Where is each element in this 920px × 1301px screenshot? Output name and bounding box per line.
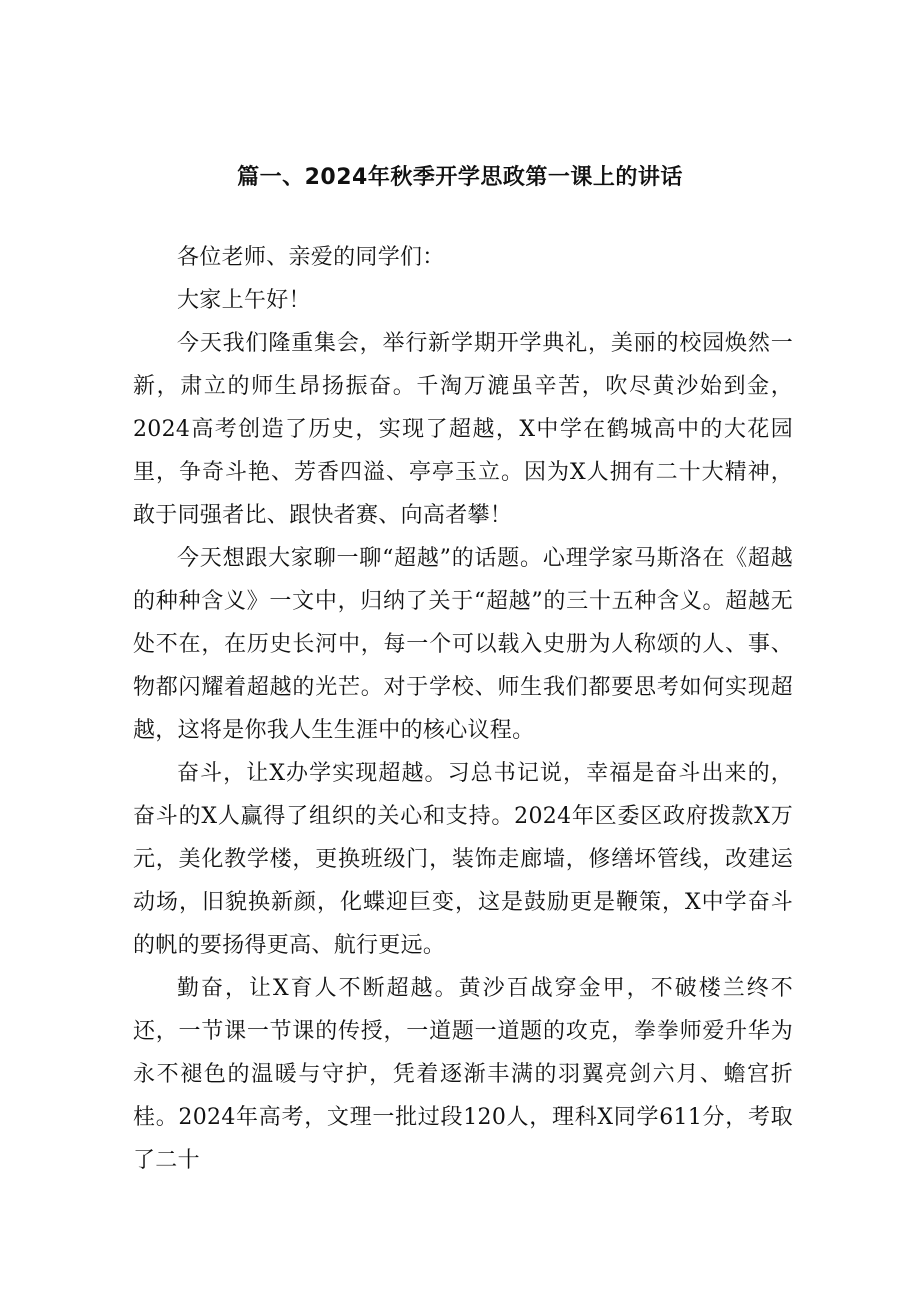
document-body <box>133 236 793 1182</box>
salutation: 各位老师、亲爱的同学们： <box>177 245 445 270</box>
paragraph-struggle: 奋斗，让X办学实现超越。习总书记说，幸福是奋斗出来的，奋斗的X人赢得了组织的关心和支持。2024年区委区政府拨款X万元，美化教学楼，更换班级门，装饰走廊墙，修缮坏管线，改建运动场，旧貌换新颜，化蝶迎巨变，这是鼓励更是鞭策，X中学奋斗的帆的要扬得更高、航行更远。 <box>133 761 793 958</box>
paragraph-opening: 今天我们隆重集会，举行新学期开学典礼，美丽的校园焕然一新，肃立的师生昂扬振奋。千淘万漉虽辛苦，吹尽黄沙始到金，2024高考创造了历史，实现了超越，X中学在鹤城高中的大花园里，争奇斗艳、芳香四溢、亭亭玉立。因为X人拥有二十大精神，敢于同强者比、跟快者赛、向高者攀！ <box>133 331 793 528</box>
paragraph-diligence: 勤奋，让X育人不断超越。黄沙百战穿金甲，不破楼兰终不还，一节课一节课的传授，一道题一道题的攻克，拳拳师爱升华为永不褪色的温暖与守护，凭着逐渐丰满的羽翼亮剑六月、蟾宫折桂。2024年高考，文理一批过段120人，理科X同学611分，考取了二十 <box>133 976 793 1173</box>
document-title: 篇一、2024年秋季开学思政第一课上的讲话 <box>237 165 683 190</box>
greeting: 大家上午好！ <box>177 288 311 313</box>
paragraph-transcendence: 今天想跟大家聊一聊“超越”的话题。心理学家马斯洛在《超越的种种含义》一文中，归纳了关于“超越”的三十五种含义。超越无处不在，在历史长河中，每一个可以载入史册为人称颂的人、事、物都闪耀着超越的光芒。对于学校、师生我们都要思考如何实现超越，这将是你我人生生涯中的核心议程。 <box>133 546 793 743</box>
